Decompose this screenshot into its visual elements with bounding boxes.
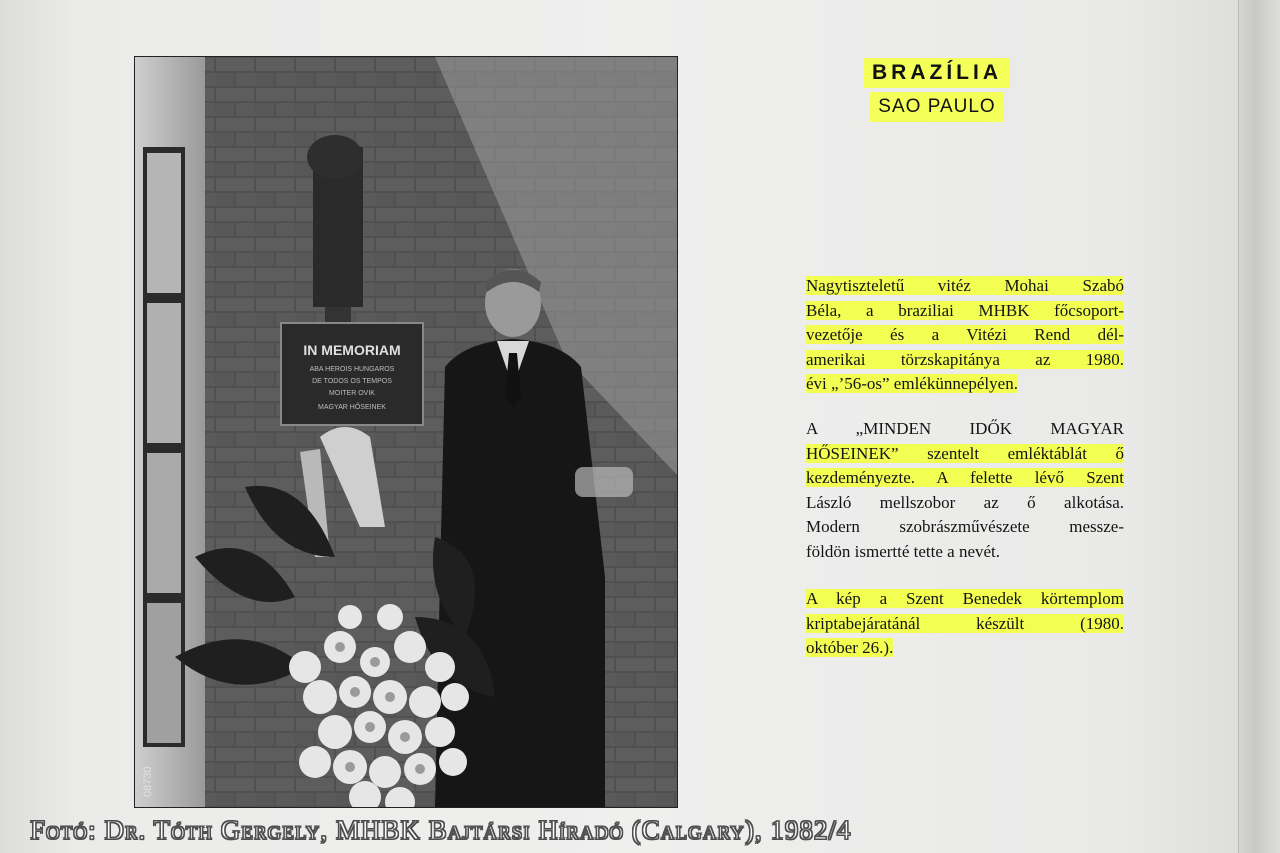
memorial-photograph — [134, 56, 678, 808]
p1-line-5: évi „’56-os” emlékünnepélyen. — [806, 374, 1018, 393]
p2-line-1: A „MINDEN IDŐK MAGYAR — [806, 419, 1124, 438]
p3-line-2: kriptabejáratánál készült (1980. — [806, 613, 1124, 633]
plaque-line-3: MOITER OVIK — [329, 390, 375, 397]
p1-line-4: amerikai törzskapitánya az 1980. — [806, 349, 1124, 369]
plaque-line-1: ABA HEROIS HUNGAROS — [309, 366, 395, 373]
p3-line-1: A kép a Szent Benedek körtemplom — [806, 589, 1124, 608]
p2-line-3: kezdeményezte. A felette lévő Szent — [806, 468, 1124, 487]
photo-corner-mark: 08730 — [142, 766, 154, 797]
page-edge — [1238, 0, 1280, 853]
p3-line-3: október 26.). — [806, 638, 894, 657]
subtitle-sao-paulo: SAO PAULO — [870, 92, 1003, 122]
p2-line-5: Modern szobrászművészete messze- — [806, 517, 1124, 536]
photo-credit-caption: Fotó: Dr. Tóth Gergely, MHBK Bajtársi Híradó (Calgary), 1982/4 — [30, 815, 852, 845]
title-brazilia: BRAZÍLIA — [864, 58, 1010, 88]
p2-line-6: földön ismertté tette a nevét. — [806, 541, 1001, 561]
plaque-line-4: MAGYAR HŐSEINEK — [318, 404, 386, 411]
p2-line-4: László mellszobor az ő alkotása. — [806, 492, 1124, 512]
heading-block — [842, 58, 1032, 122]
plaque-line-2: DE TODOS OS TEMPOS — [312, 378, 392, 385]
p1-line-3: vezetője és a Vitézi Rend dél- — [806, 325, 1124, 344]
plaque-title: IN MEMORIAM — [303, 342, 401, 358]
paragraph-2 — [806, 417, 1124, 564]
paragraph-1 — [806, 274, 1124, 397]
p1-line-2: Béla, a braziliai MHBK főcsoport- — [806, 300, 1124, 320]
p2-line-2: HŐSEINEK” szentelt emléktáblát ő — [806, 443, 1124, 463]
paragraph-3 — [806, 587, 1124, 661]
p1-line-1: Nagytiszteletű vitéz Mohai Szabó — [806, 276, 1124, 295]
